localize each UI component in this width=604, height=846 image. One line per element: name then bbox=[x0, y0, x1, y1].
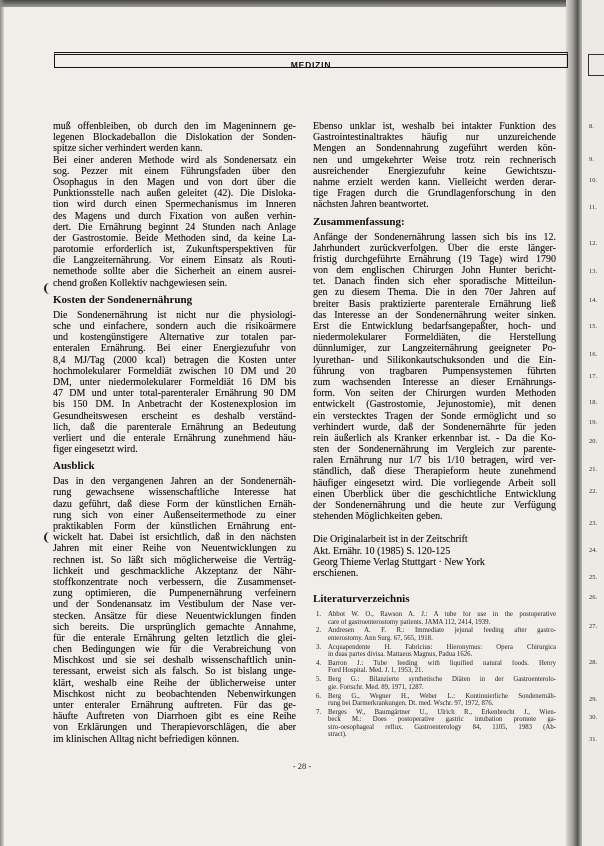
text-line: klärt, weshalb eine Reihe der üblicherweise unter bbox=[53, 677, 296, 689]
text-line: ständlich, daß diese Therapieform heute zunehmend bbox=[313, 466, 556, 478]
text-line: stoffkonzentrate noch verbessern, die Zusammenset- bbox=[53, 576, 296, 588]
adjacent-reference-number: 26. bbox=[589, 594, 598, 601]
paragraph bbox=[53, 310, 296, 455]
punch-hole-mark bbox=[44, 532, 51, 543]
text-line: verliert und die enterale Ernährung zunehmend häu- bbox=[53, 432, 296, 444]
text-line: gen zu diesem Thema. Die in den 70er Jahren auf bbox=[313, 287, 556, 299]
text-line: rung sich von einer Außenseitermethode zu einer bbox=[53, 509, 296, 521]
adjacent-reference-number: 23. bbox=[589, 520, 598, 527]
text-line: einen Überblick über die geschichtliche Entwicklung bbox=[313, 488, 556, 500]
adjacent-reference-number: 31. bbox=[589, 736, 598, 743]
book-gutter bbox=[566, 0, 582, 846]
reference-line: rung bei Darmerkrankungen. Dt. med. Wschr. 97, 1972, 876. bbox=[328, 699, 494, 707]
adjacent-reference-number: 21. bbox=[589, 466, 598, 473]
text-line: ralen Ernährung nur 1/7 bis 1/10 betragen, wird ver- bbox=[313, 455, 556, 467]
text-line: häufte Auftreten von Diarrhoen gibt es eine Reihe bbox=[53, 711, 296, 723]
reference-text bbox=[328, 660, 556, 675]
text-line: tion wird durch einen Spermechanismus im Inneren bbox=[53, 199, 296, 211]
reference-line: stro-oesophageal reflux. Gastroenterology 84, 1105, 1983 (Ab- bbox=[328, 723, 556, 731]
text-line: ein verstecktes Tragen der Sonde ermöglicht und so bbox=[313, 410, 556, 422]
text-line: Jahrhundert zurückverfolgen. Über die erste länger- bbox=[313, 242, 556, 254]
text-line: nen und umgekehrter Weise trotz rein rechnerisch bbox=[313, 154, 556, 166]
adjacent-reference-number: 11. bbox=[589, 204, 597, 211]
text-line: rung gewachsene wissenschaftliche Interesse hat bbox=[53, 487, 296, 499]
text-line: tige Fragen durch die Grundlagenforschung in den bbox=[313, 188, 556, 200]
reference-line: Berges W., Baumgärtner U., Ulrich R., Erkenbrecht J., Wien- bbox=[328, 708, 556, 716]
text-line: für die enterale Ernährung gelten letztlich die glei- bbox=[53, 632, 296, 644]
text-line: Die Sondenernährung ist nicht nur die physiologi- bbox=[53, 309, 296, 321]
text-line: und kostengünstigere Alternative zur totalen par- bbox=[53, 332, 296, 344]
adjacent-reference-number: 20. bbox=[589, 438, 598, 445]
text-line: das Interesse an der Sondenernährung weiter sinken. bbox=[313, 309, 556, 321]
reference-item bbox=[313, 709, 556, 739]
adjacent-reference-number: 14. bbox=[589, 297, 598, 304]
text-line: häufiger eingesetzt wird. Die vorliegende Arbeit soll bbox=[313, 477, 556, 489]
text-line: dert. Die Ernährung beginnt 24 Stunden nach Anlage bbox=[53, 221, 296, 233]
note-line: erschienen. bbox=[313, 567, 359, 579]
text-line: der Sondenernährung und die heute zur Verfügung bbox=[313, 500, 556, 511]
reference-number: 6. bbox=[316, 692, 322, 700]
text-line: DM, unter niedermolekularer Formeldiät 16 DM bis bbox=[53, 376, 296, 388]
text-line: Jahren mit einer Reihe von Neuentwicklungen zu bbox=[53, 543, 296, 555]
paragraph bbox=[53, 476, 296, 745]
text-line: Gastrointestinaltraktes häufig nur unzureichende bbox=[313, 132, 556, 144]
text-line: im klinischen Alltag nicht befriedigen können. bbox=[53, 733, 240, 745]
reference-text bbox=[328, 676, 556, 691]
adjacent-reference-number: 12. bbox=[589, 240, 598, 247]
reference-item bbox=[313, 611, 556, 626]
reference-text bbox=[328, 627, 556, 642]
text-line: dünnlumiger, zur Langzeiternährung geeigneter Po- bbox=[313, 343, 556, 355]
reference-line: Ford Hospital. Med. J. 1, 1953, 21. bbox=[328, 667, 424, 675]
text-line: und der Sondenansatz im Vestibulum der Nase ver- bbox=[53, 599, 296, 611]
reference-item bbox=[313, 644, 556, 659]
reference-item bbox=[313, 660, 556, 675]
adjacent-reference-number: 15. bbox=[589, 323, 598, 330]
section-heading-references: Literaturverzeichnis bbox=[313, 593, 410, 606]
text-line: hochmolekularer Formeldiät zwischen 10 DM und 20 bbox=[53, 365, 296, 377]
reference-item bbox=[313, 627, 556, 642]
adjacent-reference-number: 19. bbox=[589, 419, 598, 426]
text-line: die Langzeiternährung. Vor einem Einsatz als Routi- bbox=[53, 255, 296, 267]
reference-line: Acquapendente H. Fabricius: Hieronymus: Opera Chirurgica bbox=[328, 643, 556, 651]
text-line: stecken. Ansätze für diese Neuentwicklungen finden bbox=[53, 610, 296, 622]
text-line: Ösophagus in den Magen und von dort über die bbox=[53, 176, 296, 188]
section-title: MEDIZIN bbox=[290, 60, 332, 70]
reference-number: 2. bbox=[316, 627, 322, 635]
text-line: der Gastrostomie. Beide Methoden sind, da keine La- bbox=[53, 232, 296, 244]
text-line: breiter Basis praktizierte parenterale Ernährung ließ bbox=[313, 298, 556, 310]
text-line: Punktionsstelle nach außen geleitet (42). Die Disloka- bbox=[53, 188, 296, 200]
text-line: sich bereits. Die ursprünglich gemachte Annahme, bbox=[53, 621, 296, 633]
adjacent-reference-number: 16. bbox=[589, 351, 598, 358]
text-line: führung von tragbaren Pumpensystemen führten bbox=[313, 365, 556, 377]
reference-line: Barron J.: Tube feeding with liquified natural foods. Henry bbox=[328, 659, 556, 667]
reference-line: stract). bbox=[328, 730, 347, 738]
text-line: form. Von seiten der Chirurgen wurden Methoden bbox=[313, 388, 556, 400]
text-line: fristig durchgeführte Ernährung (19 Tage) wird 1790 bbox=[313, 253, 556, 265]
text-line: lichkeit und geschmackliche Akzeptanz der Nähr- bbox=[53, 565, 296, 577]
adjacent-reference-number: 17. bbox=[589, 373, 598, 380]
paragraph bbox=[313, 121, 556, 211]
reference-item bbox=[313, 676, 556, 691]
text-line: legenen Blockadeballon die Dislokation der Sonden- bbox=[53, 132, 296, 144]
adjacent-reference-number: 27. bbox=[589, 623, 598, 630]
text-line: Ebenso unklar ist, weshalb bei intakter Funktion des bbox=[313, 121, 556, 132]
adjacent-reference-number: 10. bbox=[589, 177, 598, 184]
reference-item bbox=[313, 693, 556, 708]
text-line: parotomie erforderlich ist, Zukunftsperspektiven für bbox=[53, 244, 296, 256]
text-line: spitze sicher verhindert werden kann. bbox=[53, 143, 203, 155]
text-line: nemethode sollte aber die Sicherheit an einem ausrei- bbox=[53, 266, 296, 278]
text-line: Mischkost und sie sei deshalb wissenschaftlich unin- bbox=[53, 655, 296, 667]
reference-text bbox=[328, 611, 556, 626]
text-line: von Erklärungen und Therapievorschlägen, die aber bbox=[53, 722, 296, 734]
text-line: sog. Pezzer mit einem Führungsfaden über den bbox=[53, 165, 296, 177]
text-line: tet. Danach finden sich eher sporadische Mitteilun- bbox=[313, 276, 556, 288]
adjacent-reference-number: 28. bbox=[589, 659, 598, 666]
text-line: dazu geführt, daß diese Form der künstlichen Ernäh- bbox=[53, 498, 296, 510]
text-line: rechnen ist. So läßt sich möglicherweise die Verträg- bbox=[53, 554, 296, 566]
text-line: sche und einfachere, sondern auch die risikoärmere bbox=[53, 321, 296, 332]
text-line: chen Bedingungen wie für die Verabreichung von bbox=[53, 644, 296, 656]
text-line: zum wachsenden Interesse an dieser Ernährungs- bbox=[313, 376, 556, 388]
adjacent-reference-number: 22. bbox=[589, 488, 598, 495]
text-line: von dem englischen Chirurgen John Hunter bericht- bbox=[313, 265, 556, 277]
text-line: nahme erzielt werden kann. Vielleicht werden derar- bbox=[313, 176, 556, 188]
adjacent-page-header-box bbox=[588, 54, 604, 76]
section-heading-outlook: Ausblick bbox=[53, 460, 95, 473]
text-line: Erst die Entwicklung bedarfsangepaßter, hoch- und bbox=[313, 321, 556, 332]
adjacent-reference-number: 29. bbox=[589, 696, 598, 703]
text-line: praktikablen Form der künstlichen Ernährung ent- bbox=[53, 521, 296, 532]
text-line: figer eingesetzt wird. bbox=[53, 444, 138, 456]
adjacent-reference-number: 18. bbox=[589, 399, 598, 406]
note-line: Georg Thieme Verlag Stuttgart · New York bbox=[313, 556, 485, 568]
section-header-box bbox=[54, 52, 568, 68]
text-line: bis 150 DM. In Anbetracht der Kostenexplosion im bbox=[53, 399, 296, 411]
text-line: Bei einer anderen Methode wird als Sondenersatz ein bbox=[53, 154, 296, 166]
adjacent-reference-number: 24. bbox=[589, 547, 598, 554]
paragraph bbox=[53, 155, 296, 289]
reference-text bbox=[328, 644, 556, 659]
reference-line: Andresen A. F. R.: Immediate jejunal feeding after gastro- bbox=[328, 627, 556, 635]
section-heading-summary: Zusammenfassung: bbox=[313, 215, 405, 228]
reference-line: Berg G.: Bilanzierte synthetische Diäten in der Gastroenterolo- bbox=[328, 676, 556, 684]
text-line: Gesundheitswesen erscheint es deshalb verständ- bbox=[53, 410, 296, 422]
adjacent-reference-number: 25. bbox=[589, 574, 598, 581]
note-line: Die Originalarbeit ist in der Zeitschrift bbox=[313, 534, 468, 546]
reference-number: 3. bbox=[316, 643, 322, 651]
scan-shadow-top bbox=[0, 0, 566, 7]
text-line: stehenden Möglichkeiten geben. bbox=[313, 511, 443, 523]
reference-number: 5. bbox=[316, 676, 322, 684]
right-column bbox=[313, 121, 556, 740]
adjacent-reference-number: 30. bbox=[589, 714, 598, 721]
reference-line: Berg G., Wegner H., Weber L.: Kontinuierliche Sondenernäh- bbox=[328, 692, 556, 700]
text-line: verhindert wurde, daß der Sondenernährte für jeden bbox=[313, 421, 556, 433]
text-line: lich, daß die parenterale Ernährung an Bedeutung bbox=[53, 421, 296, 433]
text-line: des Magens und durch Fixation von außen verhin- bbox=[53, 210, 296, 222]
text-line: wickelt hat. Dabei ist ersichtlich, daß in den nächsten bbox=[53, 532, 296, 544]
text-line: teressant, erweist sich als falsch. So ist bislang unge- bbox=[53, 666, 296, 678]
text-line: 47 DM und unter total-parenteraler Ernährung 90 DM bbox=[53, 388, 296, 400]
text-line: Anfänge der Sondenernährung lassen sich bis ins 12. bbox=[313, 231, 556, 243]
summary-paragraph bbox=[313, 232, 556, 523]
text-line: enteralen Ernährung. Bei einer Energiezufuhr von bbox=[53, 343, 296, 355]
text-line: Das in den vergangenen Jahren an der Sondenernäh- bbox=[53, 476, 296, 488]
section-heading-costs: Kosten der Sondenernährung bbox=[53, 293, 193, 306]
reference-text bbox=[328, 693, 556, 708]
reference-number: 1. bbox=[316, 611, 322, 619]
reference-line: care of gastroenterostomy patients. JAMA 112, 2414, 1939. bbox=[328, 618, 491, 626]
text-line: sten der Sondenernährung im Vergleich zur parente- bbox=[313, 444, 556, 456]
text-line: niedermolekularer Formeldiäten, die Herstellung bbox=[313, 332, 556, 344]
text-line: chend großen Kollektiv nachgewiesen sein. bbox=[53, 277, 228, 289]
left-column bbox=[53, 121, 296, 745]
reference-text bbox=[328, 709, 556, 739]
adjacent-reference-number: 13. bbox=[589, 268, 598, 275]
reference-line: enterostomy. Ann Surg. 67, 565, 1918. bbox=[328, 634, 433, 642]
text-line: rein äußerlich als Kranker erkennbar ist. - Da die Ko- bbox=[313, 432, 556, 444]
text-line: entwickelt (Gastrostomie, Jejunostomie), mit denen bbox=[313, 399, 556, 411]
text-line: nächsten Jahren beantwortet. bbox=[313, 199, 429, 211]
reference-line: gie. Fortschr. Med. 89, 1971, 1287. bbox=[328, 683, 424, 691]
adjacent-reference-number: 9. bbox=[589, 156, 594, 163]
note-line: Akt. Ernähr. 10 (1985) S. 120-125 bbox=[313, 545, 451, 557]
reference-number: 4. bbox=[316, 659, 322, 667]
text-line: lyurethan- und Silikonkautschuksonden und die Ein- bbox=[313, 354, 556, 366]
reference-line: beck M.: Does postoperative gastric intubation promote ga- bbox=[328, 716, 556, 724]
text-line: ausreichender Energiezufuhr keine Gewichtszu- bbox=[313, 165, 556, 177]
text-line: muß offenbleiben, ob durch den im Mageninnern ge- bbox=[53, 121, 296, 132]
reference-number: 7. bbox=[316, 708, 322, 716]
text-line: 8,4 MJ/Tag (2000 kcal) betragen die Kosten unter bbox=[53, 354, 296, 366]
punch-hole-mark bbox=[44, 283, 51, 294]
reference-list bbox=[313, 611, 556, 738]
text-line: Mengen an Sondennahrung zugeführt werden kön- bbox=[313, 143, 556, 155]
text-line: Mischkost nicht zu beobachtenden Nebenwirkungen bbox=[53, 688, 296, 700]
reference-line: in duas partes divisa. Mattaeus Magnus, Padua 1626. bbox=[328, 651, 473, 659]
reference-line: Abbot W. O., Rawson A. J.: A tube for use in the postoperative bbox=[328, 611, 556, 619]
paragraph bbox=[53, 121, 296, 155]
text-line: unter enteraler Ernährung auftreten. Für das ge- bbox=[53, 700, 296, 711]
page-number: - 28 - bbox=[292, 761, 312, 771]
text-line: zung optimieren, die Pumpenernährung verfeinern bbox=[53, 588, 296, 600]
publication-note bbox=[313, 534, 556, 579]
adjacent-reference-number: 8. bbox=[589, 123, 594, 130]
